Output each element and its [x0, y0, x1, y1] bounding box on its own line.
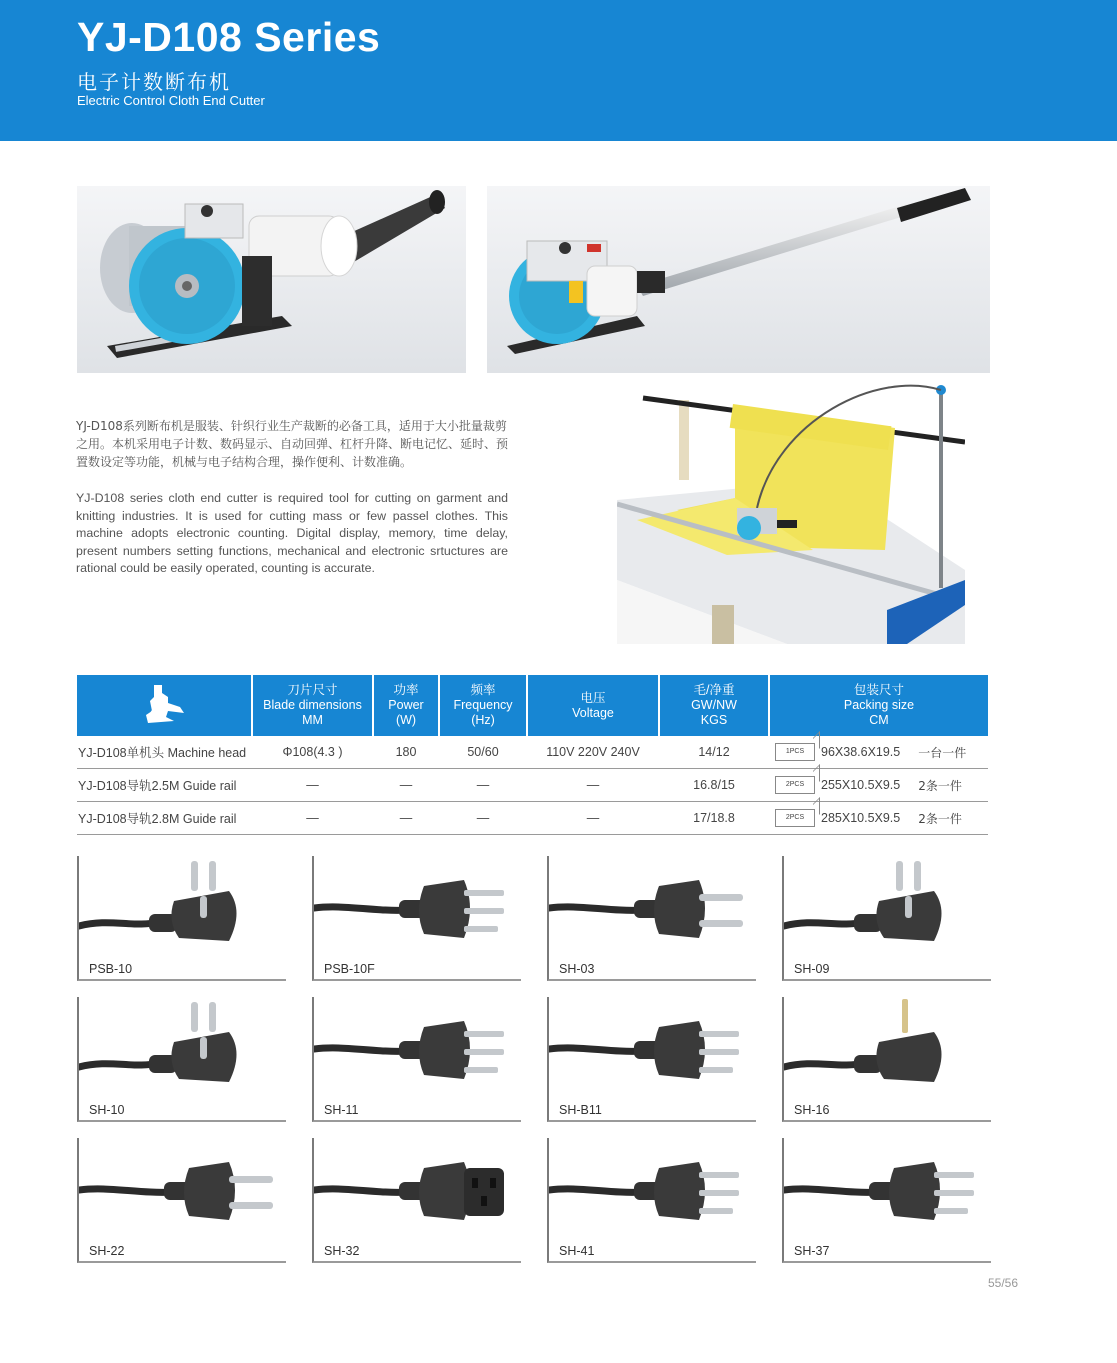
row-name: YJ-D108导轨2.8M Guide rail — [77, 802, 252, 835]
spec-table — [77, 675, 988, 835]
plug-card — [77, 997, 286, 1122]
plug-icon — [549, 997, 756, 1107]
plug-card — [547, 997, 756, 1122]
description-english: YJ-D108 series cloth end cutter is required tool for cutting on garment and knitting industries. It is used for cutting mass or few passel clothes. This machine adopts electronic counting. Digital display, memory, time delay, present numbers setting functions, mechanical and electronic srtuctures are rational could be easily operated, counting is accurate. — [76, 491, 508, 575]
row-voltage: — — [527, 769, 659, 802]
plug-card — [782, 997, 991, 1122]
plug-icon — [79, 856, 286, 966]
plug-icon — [79, 1138, 286, 1248]
header-blade: 刀片尺寸 Blade dimensions MM — [252, 675, 373, 736]
box-icon: 2PCS — [775, 809, 815, 827]
header-frequency: 频率 Frequency (Hz) — [439, 675, 527, 736]
row-packing — [769, 769, 988, 802]
row-power: — — [373, 802, 439, 835]
plug-card — [77, 1138, 286, 1263]
plug-icon — [784, 997, 991, 1107]
plug-card — [782, 1138, 991, 1263]
row-weight: 14/12 — [659, 736, 769, 769]
cutter-on-table-photo — [617, 380, 965, 644]
box-icon: 1PCS — [775, 743, 815, 761]
row-frequency: — — [439, 769, 527, 802]
plug-label: SH-37 — [794, 1244, 830, 1258]
row-power: — — [373, 769, 439, 802]
plug-label: SH-03 — [559, 962, 595, 976]
plug-label: SH-22 — [89, 1244, 125, 1258]
plug-card — [782, 856, 991, 981]
page-number: 55/56 — [988, 1276, 1019, 1290]
subtitle-chinese: 电子计数断布机 — [77, 70, 231, 94]
plug-card — [547, 856, 756, 981]
plug-card — [312, 856, 521, 981]
row-blade: Φ108(4.3 ) — [252, 736, 373, 769]
plug-icon — [784, 856, 991, 966]
row-name: YJ-D108导轨2.5M Guide rail — [77, 769, 252, 802]
plug-label: SH-10 — [89, 1103, 125, 1117]
plug-label: SH-16 — [794, 1103, 830, 1117]
plug-icon — [314, 856, 521, 966]
plug-icon — [549, 1138, 756, 1248]
box-icon: 2PCS — [775, 776, 815, 794]
row-voltage: 110V 220V 240V — [527, 736, 659, 769]
cutter-head-photo — [77, 186, 466, 373]
plug-card — [312, 1138, 521, 1263]
header-packing: 包装尺寸 Packing size CM — [769, 675, 988, 736]
header-voltage: 电压 Voltage — [527, 675, 659, 736]
row-blade: — — [252, 769, 373, 802]
header-weight: 毛/净重 GW/NW KGS — [659, 675, 769, 736]
plug-label: SH-41 — [559, 1244, 595, 1258]
page-title: YJ-D108 Series — [77, 14, 381, 60]
row-weight: 16.8/15 — [659, 769, 769, 802]
plug-icon — [314, 997, 521, 1107]
plug-label: SH-B11 — [559, 1103, 602, 1117]
table-row — [77, 802, 988, 835]
spec-table-header — [77, 675, 988, 736]
plug-card — [312, 997, 521, 1122]
row-frequency: 50/60 — [439, 736, 527, 769]
packing-size: 255X10.5X9.5 — [821, 778, 901, 792]
plug-label: PSB-10F — [324, 962, 375, 976]
plug-card — [547, 1138, 756, 1263]
subtitle-english: Electric Control Cloth End Cutter — [77, 93, 265, 108]
plug-icon — [549, 856, 756, 966]
plug-icon — [79, 997, 286, 1107]
cutter-with-rod-photo — [487, 186, 990, 373]
packing-size: 96X38.6X19.5 — [821, 745, 901, 759]
plug-icon — [314, 1138, 521, 1248]
cutter-icon — [140, 681, 188, 731]
packing-note: 一台一件 — [918, 745, 967, 760]
plug-card — [77, 856, 286, 981]
plug-label: SH-32 — [324, 1244, 360, 1258]
row-blade: — — [252, 802, 373, 835]
description-chinese: YJ-D108系列断布机是服装、针织行业生产裁断的必备工具，适用于大小批量裁剪之用。本机采用电子计数、数码显示、自动回弹、杠杆升降、断电记忆、延时、预置数设定等功能，机械与电子结构合理，操作便利、计数准确。 — [76, 419, 509, 469]
row-frequency: — — [439, 802, 527, 835]
packing-note: 2条一件 — [918, 811, 962, 826]
row-weight: 17/18.8 — [659, 802, 769, 835]
table-row — [77, 769, 988, 802]
row-power: 180 — [373, 736, 439, 769]
header-power: 功率 Power (W) — [373, 675, 439, 736]
row-voltage: — — [527, 802, 659, 835]
header-banner — [0, 0, 1117, 141]
plug-label: PSB-10 — [89, 962, 133, 976]
table-row — [77, 736, 988, 769]
plug-label: SH-09 — [794, 962, 830, 976]
packing-size: 285X10.5X9.5 — [821, 811, 901, 825]
plug-label: SH-11 — [324, 1103, 359, 1117]
packing-note: 2条一件 — [918, 778, 962, 793]
header-icon-cell — [77, 675, 252, 736]
row-packing — [769, 736, 988, 769]
row-name: YJ-D108单机头 Machine head — [77, 736, 252, 769]
plug-icon — [784, 1138, 991, 1248]
row-packing — [769, 802, 988, 835]
